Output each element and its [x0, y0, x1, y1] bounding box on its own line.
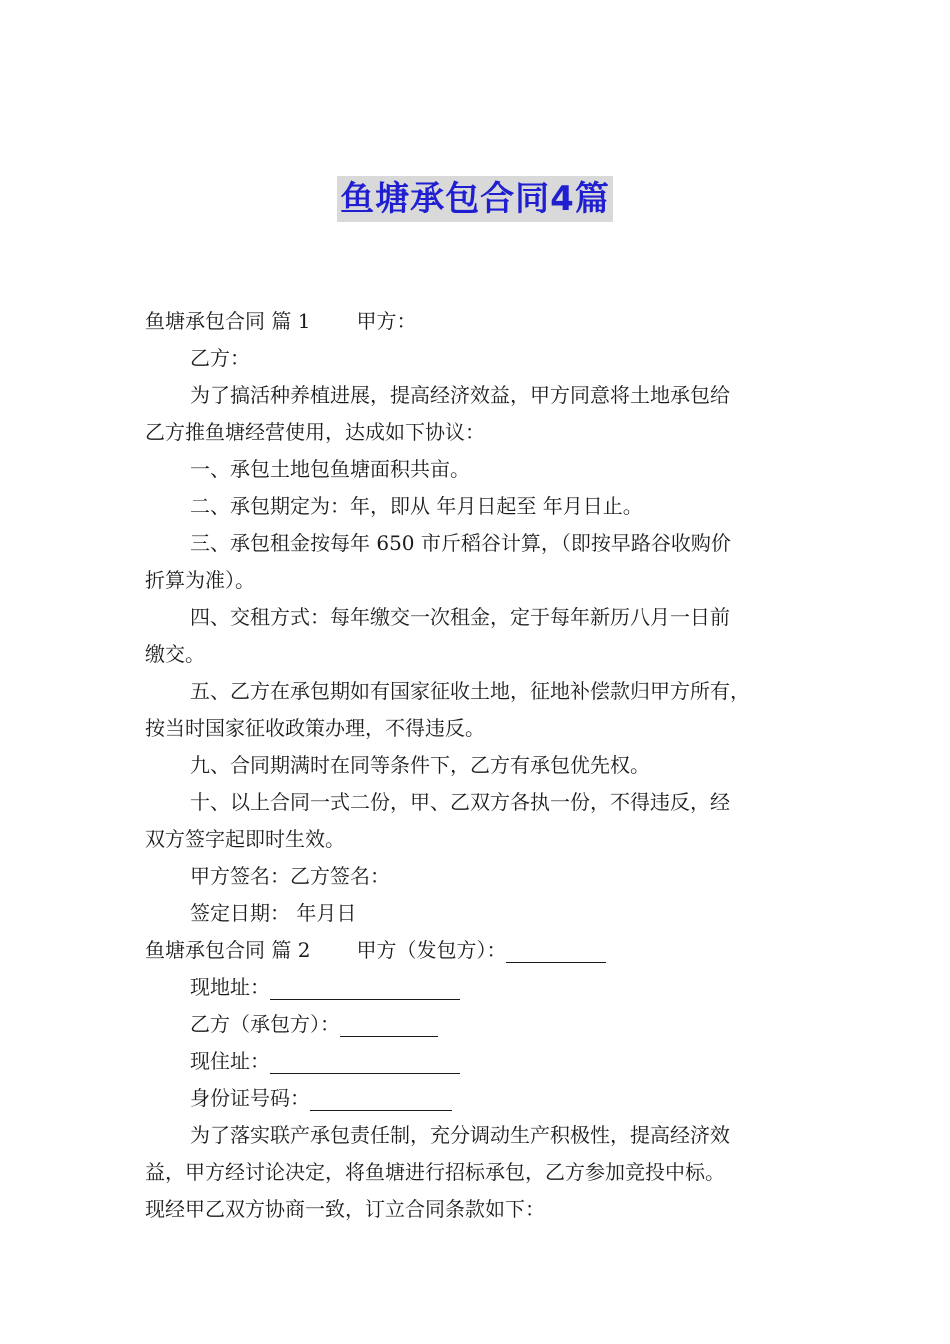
contract2-id-number: 身份证号码： [190, 1086, 310, 1110]
contract2-address-a: 现地址： [190, 975, 270, 999]
contract2-address-a-line [145, 969, 810, 1006]
address-b-blank [270, 1047, 460, 1074]
contract1-clause-2: 二、承包期定为：年，即从 年月日起至 年月日止。 [190, 494, 643, 518]
contract1-signatures: 甲方签名：乙方签名： [190, 864, 390, 888]
contract1-clause-10-line1: 十、以上合同一式二份，甲、乙双方各执一份，不得违反，经 [190, 790, 730, 814]
title-container [0, 176, 950, 222]
party-a-blank [506, 936, 606, 963]
contract2-intro-line3: 现经甲乙双方协商一致，订立合同条款如下： [145, 1197, 545, 1221]
contract1-clause-9: 九、合同期满时在同等条件下，乙方有承包优先权。 [190, 753, 650, 777]
contract2-address-b-line [145, 1043, 810, 1080]
contract2-party-a: 甲方（发包方）： [356, 938, 507, 962]
contract1-intro-line1: 为了搞活种养植进展，提高经济效益，甲方同意将土地承包给 [190, 383, 730, 407]
address-a-blank [270, 973, 460, 1000]
contract2-heading: 鱼塘承包合同 篇 2 [145, 938, 311, 962]
contract2-intro-line2: 益，甲方经讨论决定，将鱼塘进行招标承包，乙方参加竞投中标。 [145, 1160, 725, 1184]
contract1-clause-4-line2: 缴交。 [145, 642, 205, 666]
contract1-clause-1: 一、承包土地包鱼塘面积共亩。 [190, 457, 470, 481]
contract1-clause-5-line1: 五、乙方在承包期如有国家征收土地，征地补偿款归甲方所有， [190, 679, 750, 703]
document-title: 鱼塘承包合同4篇 [337, 176, 613, 222]
contract2-id-line [145, 1080, 810, 1117]
contract1-clause-5-line2: 按当时国家征收政策办理，不得违反。 [145, 716, 485, 740]
contract1-heading-line [145, 303, 810, 340]
contract1-sign-date: 签定日期： 年月日 [190, 901, 357, 925]
contract1-clause-3-line1: 三、承包租金按每年 650 市斤稻谷计算，（即按早路谷收购价 [190, 531, 731, 555]
contract1-clause-10-line2: 双方签字起即时生效。 [145, 827, 345, 851]
contract1-clause-4-line1: 四、交租方式：每年缴交一次租金，定于每年新历八月一日前 [190, 605, 730, 629]
id-number-blank [310, 1084, 452, 1111]
contract2-intro-line1: 为了落实联产承包责任制，充分调动生产积极性，提高经济效 [190, 1123, 730, 1147]
document-body [145, 303, 810, 1228]
contract2-party-b-line [145, 1006, 810, 1043]
contract1-party-a: 甲方： [356, 309, 417, 333]
party-b-blank [340, 1010, 438, 1037]
contract1-party-b: 乙方： [190, 346, 250, 370]
contract2-heading-line [145, 932, 810, 969]
contract2-address-b: 现住址： [190, 1049, 270, 1073]
contract1-heading: 鱼塘承包合同 篇 1 [145, 309, 311, 333]
contract1-clause-3-line2: 折算为准）。 [145, 568, 255, 592]
contract2-party-b: 乙方（承包方）： [190, 1012, 340, 1036]
contract1-intro-line2: 乙方推鱼塘经营使用，达成如下协议： [145, 420, 485, 444]
